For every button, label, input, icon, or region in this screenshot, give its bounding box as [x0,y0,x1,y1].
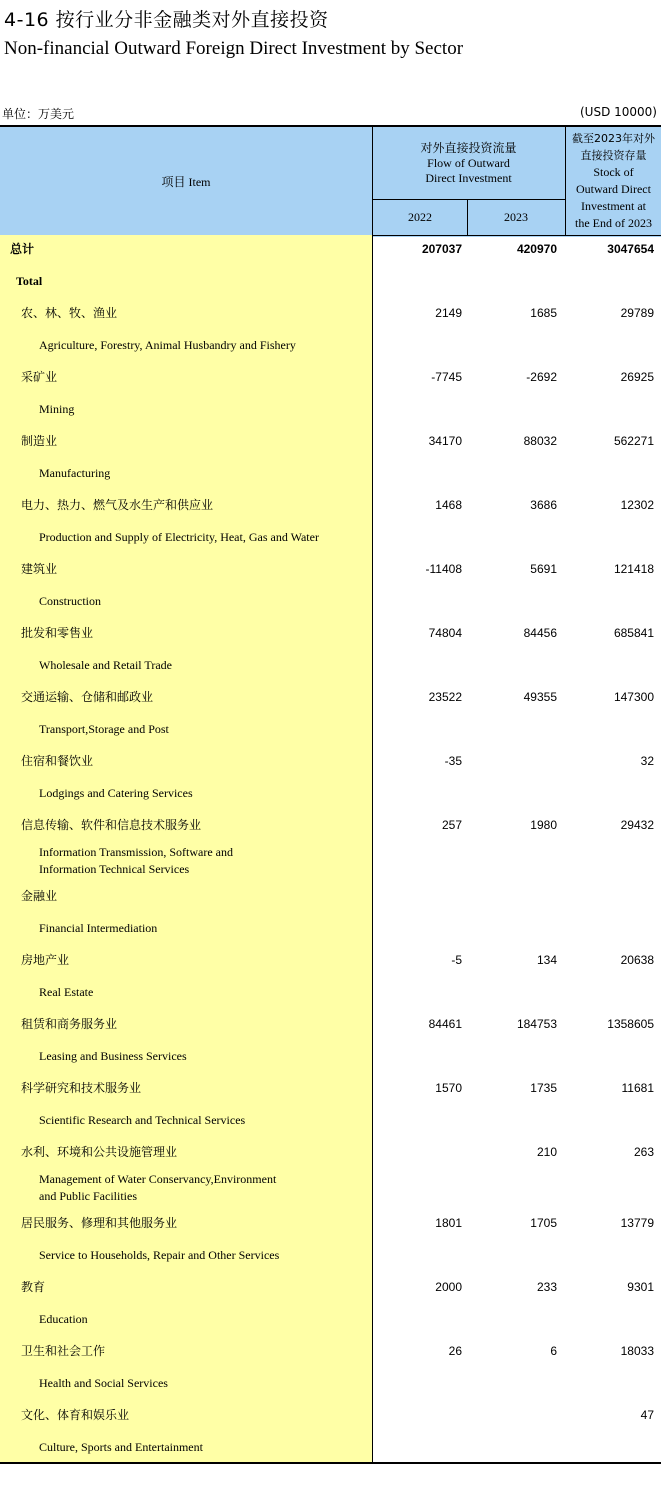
cell-2022: 26 [448,1344,462,1358]
table-row [0,1078,661,1098]
row-label-en: Mining [39,402,75,416]
cell-2023: 184753 [516,1017,557,1031]
table-row [0,1142,661,1162]
cell-stock: 20638 [620,953,654,967]
row-label-en: Leasing and Business Services [39,1049,187,1063]
row-label-zh: 采矿业 [21,370,58,384]
row-label-en: Financial Intermediation [39,921,158,935]
row-label-zh: 住宿和餐饮业 [21,754,94,768]
cell-stock: 32 [640,754,654,768]
cell-2023: 210 [536,1145,557,1159]
cell-2022: 1468 [435,498,462,512]
cell-stock: 12302 [620,498,654,512]
cell-stock: 26925 [620,370,654,384]
cell-2022: 34170 [428,434,462,448]
cell-2023: 84456 [523,626,557,640]
row-label-en: Agriculture, Forestry, Animal Husbandry and Fishery [39,338,296,352]
table-row [0,1213,661,1233]
row-label-en: Transport,Storage and Post [39,722,169,736]
header-stock-en4: the End of 2023 [575,216,652,230]
header-flow-zh: 对外直接投资流量 [420,140,517,155]
row-label-zh: 总计 [10,242,35,256]
table-row [0,950,661,970]
cell-stock: 9301 [627,1280,654,1294]
row-label-en: Construction [39,594,101,608]
row-label-zh: 交通运输、仓储和邮政业 [21,690,154,704]
cell-2022: 74804 [428,626,462,640]
cell-stock: 1358605 [607,1017,654,1031]
table-header [0,125,661,237]
cell-2023: 6 [550,1344,557,1358]
row-label-zh: 电力、热力、燃气及水生产和供应业 [21,498,214,512]
row-label-zh: 水利、环境和公共设施管理业 [21,1145,178,1159]
row-label-zh: 金融业 [21,889,58,903]
cell-stock: 29789 [620,306,654,320]
cell-2023: 1705 [530,1216,557,1230]
row-label-en: Management of Water Conservancy,Environment [39,1172,277,1186]
cell-2023: 420970 [516,242,557,256]
unit-label-en: (USD 10000) [580,105,657,119]
row-label-en-line2: and Public Facilities [39,1189,137,1203]
cell-2022: -5 [451,953,462,967]
cell-2023: 1735 [530,1081,557,1095]
header-stock-en3: Investment at [581,199,646,213]
cell-stock: 685841 [613,626,654,640]
row-label-zh: 信息传输、软件和信息技术服务业 [21,818,202,832]
header-year-2023: 2023 [504,210,528,224]
page-title-en: Non-financial Outward Foreign Direct Investment by Sector [4,38,464,59]
row-label-en-line2: Information Technical Services [39,862,190,876]
row-label-zh: 制造业 [21,434,58,448]
row-label-zh: 租赁和商务服务业 [21,1017,118,1031]
row-label-en: Wholesale and Retail Trade [39,658,172,672]
cell-2022: 84461 [428,1017,462,1031]
cell-stock: 18033 [620,1344,654,1358]
row-label-en: Lodgings and Catering Services [39,786,193,800]
cell-stock: 121418 [613,562,654,576]
row-label-en: Total [16,274,43,288]
table-row [0,1405,661,1425]
cell-2023: -2692 [526,370,557,384]
cell-stock: 263 [633,1145,654,1159]
cell-2022: 2149 [435,306,462,320]
cell-2022: -35 [444,754,462,768]
cell-stock: 47 [640,1408,654,1422]
table-row [0,367,661,387]
table-row [0,886,661,906]
row-label-en: Health and Social Services [39,1376,168,1390]
table-row [0,687,661,707]
row-label-zh: 居民服务、修理和其他服务业 [21,1216,178,1230]
cell-2023: 49355 [523,690,557,704]
cell-2022: -7745 [431,370,462,384]
cell-2022: 257 [441,818,462,832]
table-row [0,751,661,771]
header-stock-zh1: 截至2023年对外 [572,132,655,145]
header-year-2022: 2022 [408,210,432,224]
row-label-zh: 批发和零售业 [21,626,94,640]
table-row [0,431,661,451]
header-item: 项目 Item [161,174,211,189]
cell-2022: -11408 [425,562,462,576]
header-stock-en2: Outward Direct [576,182,651,196]
cell-2023: 3686 [530,498,557,512]
cell-stock: 29432 [620,818,654,832]
row-label-zh: 文化、体育和娱乐业 [21,1408,130,1422]
cell-2023: 1685 [530,306,557,320]
row-label-zh: 建筑业 [21,562,58,576]
row-label-zh: 科学研究和技术服务业 [21,1081,142,1095]
unit-label-zh: 单位：万美元 [2,107,75,121]
cell-2022: 1570 [435,1081,462,1095]
cell-stock: 11681 [621,1081,654,1095]
table-row [0,1014,661,1034]
row-label-zh: 教育 [21,1280,46,1294]
cell-2023: 5691 [530,562,557,576]
cell-stock: 13779 [620,1216,654,1230]
row-label-en: Scientific Research and Technical Services [39,1113,246,1127]
row-label-en: Service to Households, Repair and Other Services [39,1248,280,1262]
cell-2022: 207037 [421,242,462,256]
header-stock-zh2: 直接投资存量 [580,149,647,162]
cell-stock: 562271 [613,434,654,448]
cell-2023: 88032 [523,434,557,448]
header-flow-en1: Flow of Outward [427,155,510,170]
cell-2022: 23522 [428,690,462,704]
page-title-zh: 4-16 按行业分非金融类对外直接投资 [4,9,329,31]
table-row [0,239,661,259]
table-body [0,235,661,1462]
table-row [0,815,661,835]
table-row [0,495,661,515]
row-label-en: Production and Supply of Electricity, Heat, Gas and Water [39,530,319,544]
header-stock [566,127,661,235]
row-label-en: Culture, Sports and Entertainment [39,1440,203,1454]
table-bottom-rule [0,1462,661,1464]
table-row [0,1341,661,1361]
cell-2022: 1801 [435,1216,462,1230]
table-row [0,559,661,579]
row-label-zh: 农、林、牧、渔业 [21,306,118,320]
row-label-zh: 卫生和社会工作 [21,1344,106,1358]
table-row [0,303,661,323]
row-label-zh: 房地产业 [21,953,70,967]
row-label-en: Manufacturing [39,466,111,480]
row-label-en: Information Transmission, Software and [39,845,233,859]
header-stock-en1: Stock of [593,165,634,179]
row-label-en: Education [39,1312,88,1326]
table-row [0,623,661,643]
cell-2022: 2000 [435,1280,462,1294]
cell-2023: 1980 [530,818,557,832]
cell-stock: 147300 [613,690,654,704]
cell-2023: 233 [536,1280,557,1294]
cell-stock: 3047654 [607,242,654,256]
header-flow [373,127,564,199]
row-label-en: Real Estate [39,985,94,999]
table-row [0,1277,661,1297]
cell-2023: 134 [536,953,557,967]
header-flow-en2: Direct Investment [425,170,512,185]
